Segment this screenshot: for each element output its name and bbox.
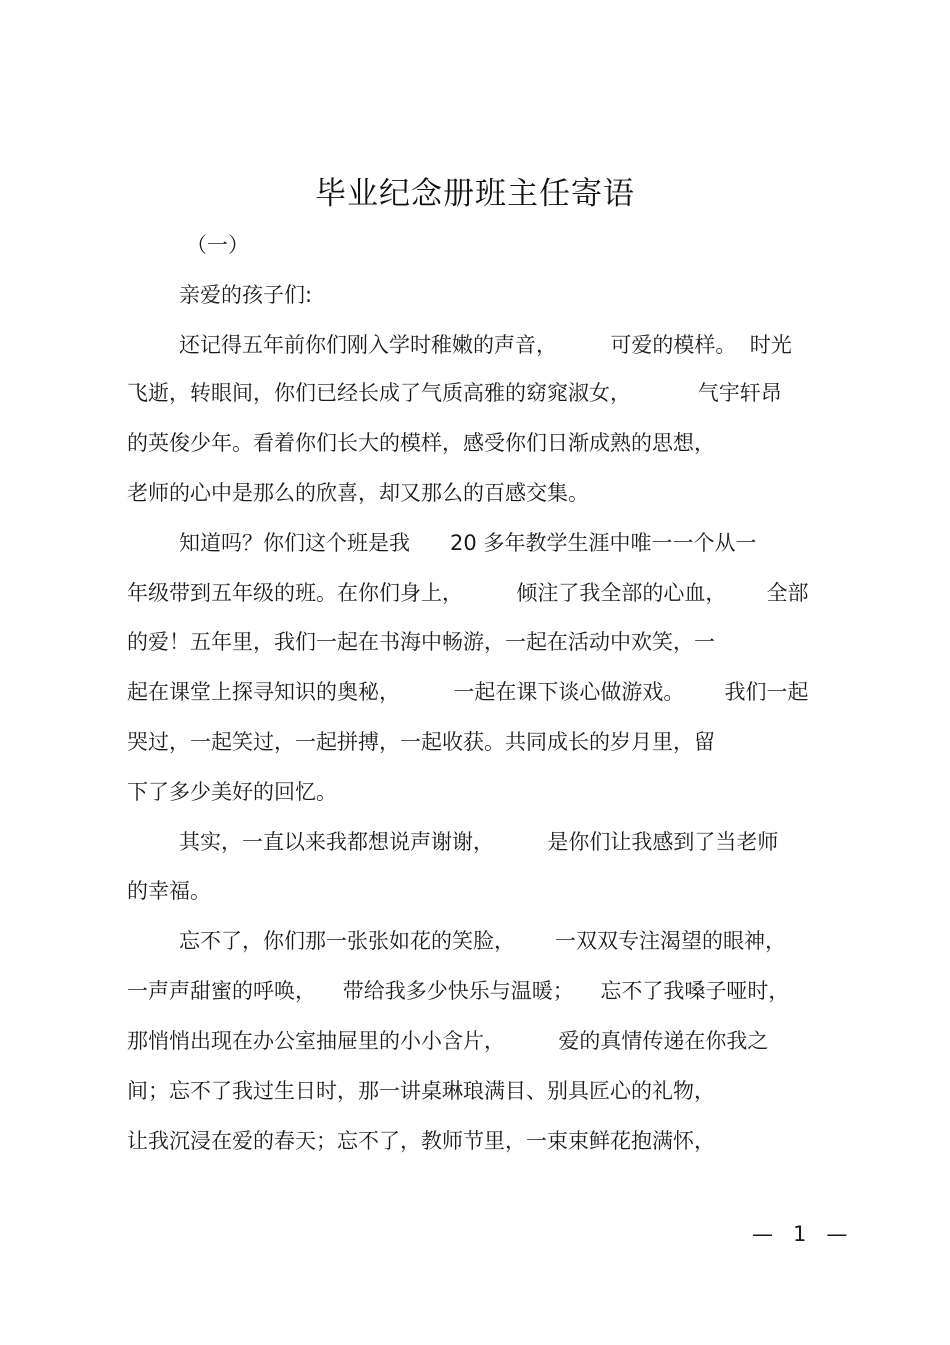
paragraph-2-line-6: 下了多少美好的回忆。 [127, 780, 337, 804]
paragraph-1-line-1: 还记得五年前你们刚入学时稚嫩的声音， 可爱的模样。 时光 [179, 333, 792, 357]
section-mark: （一） [186, 233, 249, 257]
paragraph-1-line-4: 老师的心中是那么的欣喜，却又那么的百感交集。 [127, 481, 589, 505]
paragraph-3-line-2: 的幸福。 [127, 879, 211, 903]
paragraph-4-line-2: 一声声甜蜜的呼唤， 带给我多少快乐与温暖； 忘不了我嗓子哑时， [127, 979, 790, 1003]
paragraph-4-line-5: 让我沉浸在爱的春天；忘不了，教师节里，一束束鲜花抱满怀， [127, 1129, 715, 1153]
paragraph-2-line-2: 年级带到五年级的班。在你们身上， 倾注了我全部的心血， 全部 [127, 581, 809, 605]
paragraph-2-line-4: 起在课堂上探寻知识的奥秘， 一起在课下谈心做游戏。 我们一起 [127, 680, 809, 704]
salutation: 亲爱的孩子们: [179, 283, 313, 307]
paragraph-2-line-3: 的爱！五年里，我们一起在书海中畅游，一起在活动中欢笑，一 [127, 630, 715, 654]
page-number: — 1 — [752, 1222, 848, 1246]
paragraph-1-line-3: 的英俊少年。看着你们长大的模样，感受你们日渐成熟的思想， [127, 431, 715, 455]
paragraph-4-line-4: 间；忘不了我过生日时，那一讲桌琳琅满目、别具匠心的礼物， [127, 1079, 715, 1103]
paragraph-4-line-3: 那悄悄出现在办公室抽屉里的小小含片， 爱的真情传递在你我之 [127, 1029, 769, 1053]
paragraph-3-line-1: 其实，一直以来我都想说声谢谢， 是你们让我感到了当老师 [179, 830, 779, 854]
paragraph-4-line-1: 忘不了，你们那一张张如花的笑脸， 一双双专注渴望的眼神， [179, 929, 787, 953]
document-title: 毕业纪念册班主任寄语 [315, 176, 635, 212]
paragraph-1-line-2: 飞逝，转眼间，你们已经长成了气质高雅的窈窕淑女， 气宇轩昂 [127, 381, 782, 405]
paragraph-2-line-5: 哭过，一起笑过，一起拼搏，一起收获。共同成长的岁月里，留 [127, 730, 715, 754]
paragraph-2-line-1: 知道吗？你们这个班是我 20 多年教学生涯中唯一一个从一 [179, 531, 757, 555]
